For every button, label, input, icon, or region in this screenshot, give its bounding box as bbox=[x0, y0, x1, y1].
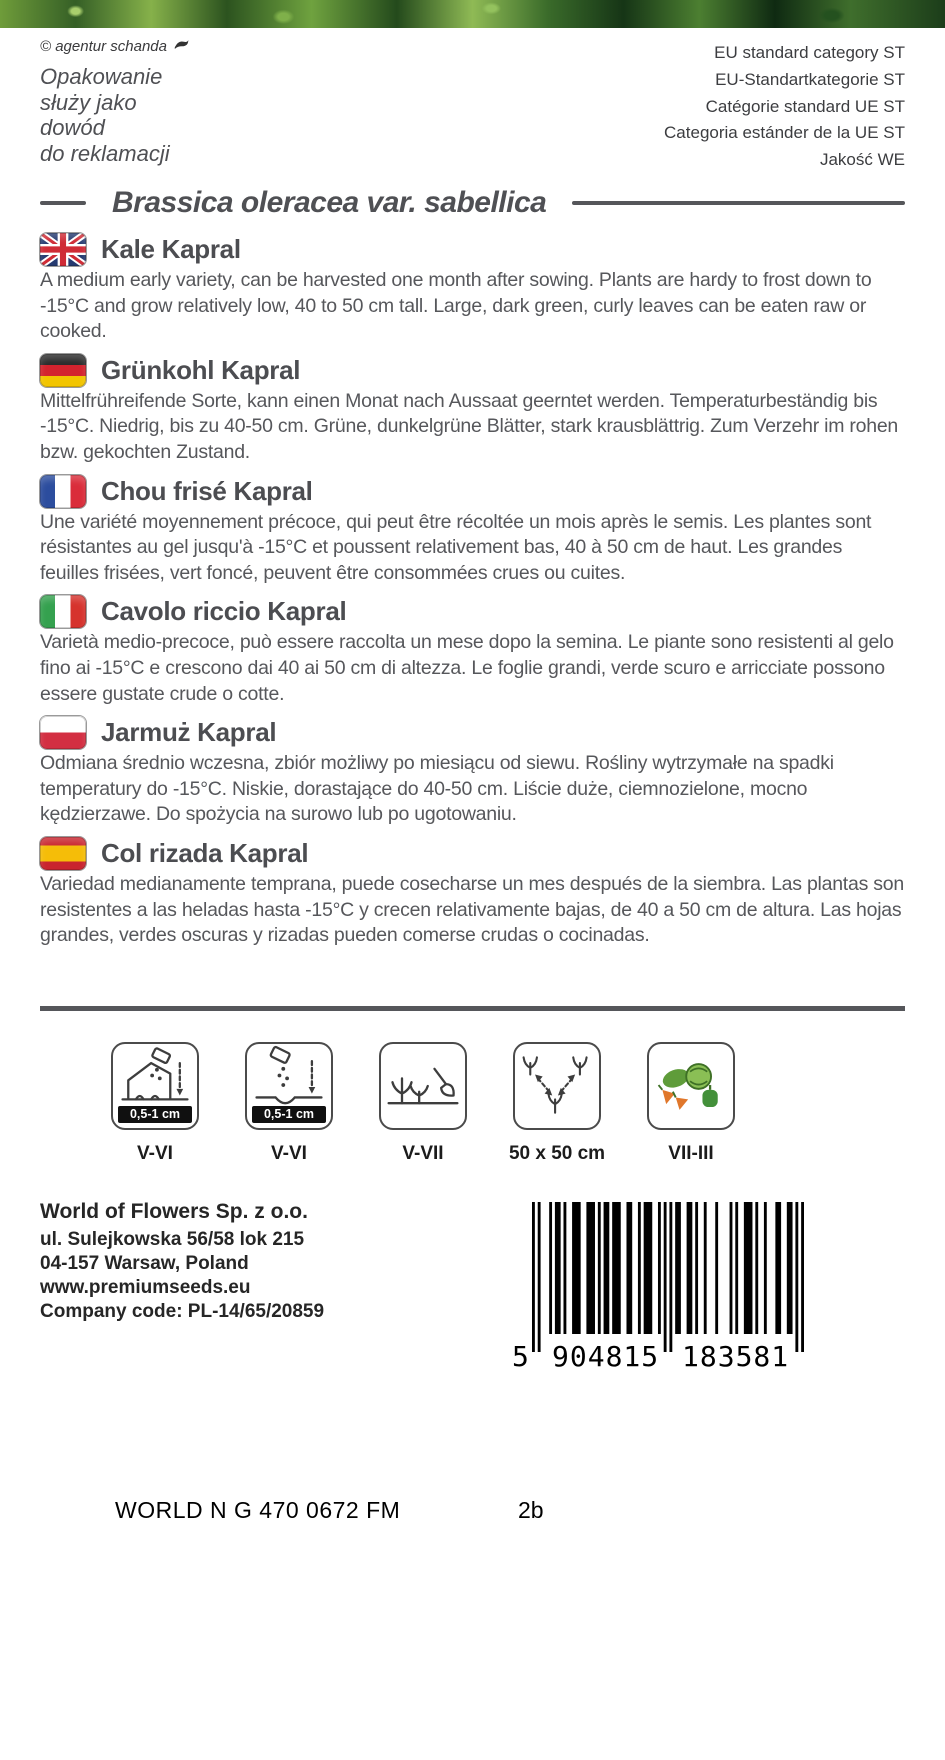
print-run-code: WORLD N G 470 0672 FM bbox=[115, 1497, 401, 1523]
packaging-note bbox=[40, 64, 170, 166]
pictogram-period-label: V-VI bbox=[271, 1143, 307, 1164]
packaging-note-line: Opakowanie bbox=[40, 64, 163, 89]
eu-category-line: Catégorie standard UE ST bbox=[705, 96, 905, 116]
barcode-bars bbox=[532, 1202, 804, 1352]
packaging-note-line: dowód bbox=[40, 115, 105, 140]
barcode-digit-group: 5 bbox=[512, 1340, 530, 1373]
producer-address-line: ul. Sulejkowska 56/58 lok 215 bbox=[40, 1229, 305, 1250]
section-body-de: Mittelfrühreifende Sorte, kann einen Monat nach Aussaat geerntet werden. Temperaturbeständig bis -15°C. Niedrig, bis zu 40-50 cm. Grüne, dunkelgrüne Blätter, stark krausblättrig. Zum Verzehr im rohen bzw. gekochten Zustand. bbox=[40, 389, 899, 463]
ean-barcode bbox=[512, 1202, 804, 1380]
pictogram-spacing-label: 50 x 50 cm bbox=[508, 1143, 606, 1164]
producer-company-code: Company code: PL-14/65/20859 bbox=[40, 1301, 325, 1322]
sowing-depth-label: 0,5-1 cm bbox=[252, 1106, 326, 1123]
pictogram-sow-under-cover bbox=[110, 1042, 200, 1165]
france-flag-icon bbox=[40, 475, 86, 508]
pictogram-period-label: V-VI bbox=[137, 1143, 173, 1164]
batch-code: 2b bbox=[518, 1497, 544, 1523]
sowing-depth-label: 0,5-1 cm bbox=[118, 1106, 192, 1123]
section-title-it: Cavolo riccio Kapral bbox=[101, 596, 347, 627]
barcode-digit-group: 904815 bbox=[552, 1340, 660, 1373]
section-title-pl: Jarmuż Kapral bbox=[101, 717, 277, 748]
producer-address-line: 04-157 Warsaw, Poland bbox=[40, 1253, 249, 1274]
title-rule-right bbox=[572, 201, 905, 205]
section-spanish bbox=[40, 837, 905, 949]
spain-flag-icon bbox=[40, 837, 86, 870]
botanical-name: Brassica oleracea var. sabellica bbox=[112, 186, 547, 219]
eu-category-line: Jakość WE bbox=[819, 150, 905, 170]
pictogram-period-label: V-VII bbox=[402, 1143, 444, 1164]
agency-credit-text: © agentur schanda bbox=[40, 38, 167, 55]
eu-category-block bbox=[664, 40, 905, 174]
section-body-pl: Odmiana średnio wczesna, zbiór możliwy po miesiącu od siewu. Rośliny wytrzymałe na spadki temperatury do -15°C. Niskie, dorastające do 40-50 cm. Liście duże, ciemnozielone, mocno kędzierzawe. Do spożycia na surowo lub po ugotowaniu. bbox=[40, 752, 834, 826]
pictogram-sow-direct bbox=[244, 1042, 334, 1165]
germany-flag-icon bbox=[40, 354, 86, 387]
section-body-es: Variedad medianamente temprana, puede cosecharse un mes después de la siembra. Las plantas son resistentes a las heladas hasta -15°C y crecen relativamente bajas, de 40 a 50 cm de altura. Las hojas grandes, verdes oscuras y rizadas pueden comerse crudas o cocinadas. bbox=[40, 872, 904, 947]
section-title-es: Col rizada Kapral bbox=[101, 837, 309, 868]
producer-name: World of Flowers Sp. z o.o. bbox=[40, 1200, 308, 1223]
eu-category-line: EU-Standartkategorie ST bbox=[715, 69, 905, 89]
section-title-de: Grünkohl Kapral bbox=[101, 354, 301, 385]
producer-website: www.premiumseeds.eu bbox=[40, 1277, 251, 1298]
title-rule-left bbox=[40, 201, 86, 205]
agency-credit bbox=[40, 38, 191, 55]
cultivation-pictograms bbox=[110, 1042, 736, 1165]
pictogram-plant-out bbox=[378, 1042, 468, 1165]
section-polish bbox=[40, 716, 905, 828]
eu-category-line: EU standard category ST bbox=[714, 43, 905, 62]
producer-address-block bbox=[40, 1200, 324, 1324]
section-body-fr: Une variété moyennement précoce, qui peut être récoltée un mois après le semis. Les plantes sont résistantes au gel jusqu'à -15°C et poussent relativement bas, 40 à 50 cm de haut. Les grandes feuilles frisées, vert foncé, peuvent être consommées crues ou cuites. bbox=[40, 510, 872, 584]
uk-flag-icon bbox=[40, 233, 86, 266]
barcode-digit-group: 183581 bbox=[682, 1340, 790, 1373]
section-italian bbox=[40, 595, 905, 707]
section-title-en: Kale Kapral bbox=[101, 234, 241, 264]
pictogram-period-label: VII-III bbox=[668, 1143, 714, 1164]
barcode-digits bbox=[512, 1340, 804, 1380]
section-german bbox=[40, 354, 905, 466]
packaging-note-line: do reklamacji bbox=[40, 140, 170, 166]
section-title-fr: Chou frisé Kapral bbox=[101, 475, 313, 506]
botanical-title-row bbox=[40, 186, 905, 220]
pictogram-harvest bbox=[646, 1042, 736, 1165]
section-english bbox=[40, 233, 905, 345]
pictogram-plant-spacing bbox=[508, 1042, 606, 1165]
agentur-schanda-logo-icon bbox=[173, 38, 191, 55]
poland-flag-icon bbox=[40, 716, 86, 749]
eu-category-line: Categoria estánder de la UE ST bbox=[664, 123, 905, 143]
kale-photo-strip bbox=[0, 0, 945, 28]
italy-flag-icon bbox=[40, 595, 86, 628]
section-divider bbox=[40, 1006, 905, 1011]
section-body-it: Varietà medio-precoce, può essere raccolta un mese dopo la semina. Le piante sono resistenti al gelo fino ai -15°C e crescono dai 40 ai 50 cm di altezza. Le foglie grandi, verde scuro e arricciate possono essere gustate crude o cotte. bbox=[40, 631, 894, 705]
section-body-en: A medium early variety, can be harvested one month after sowing. Plants are hardy to frost down to -15°C and grow relatively low, 40 to 50 cm tall. Large, dark green, curly leaves can be eaten raw or cooked. bbox=[40, 269, 872, 343]
section-french bbox=[40, 475, 905, 587]
language-sections bbox=[40, 233, 905, 958]
packaging-note-line: służy jako bbox=[40, 89, 137, 115]
